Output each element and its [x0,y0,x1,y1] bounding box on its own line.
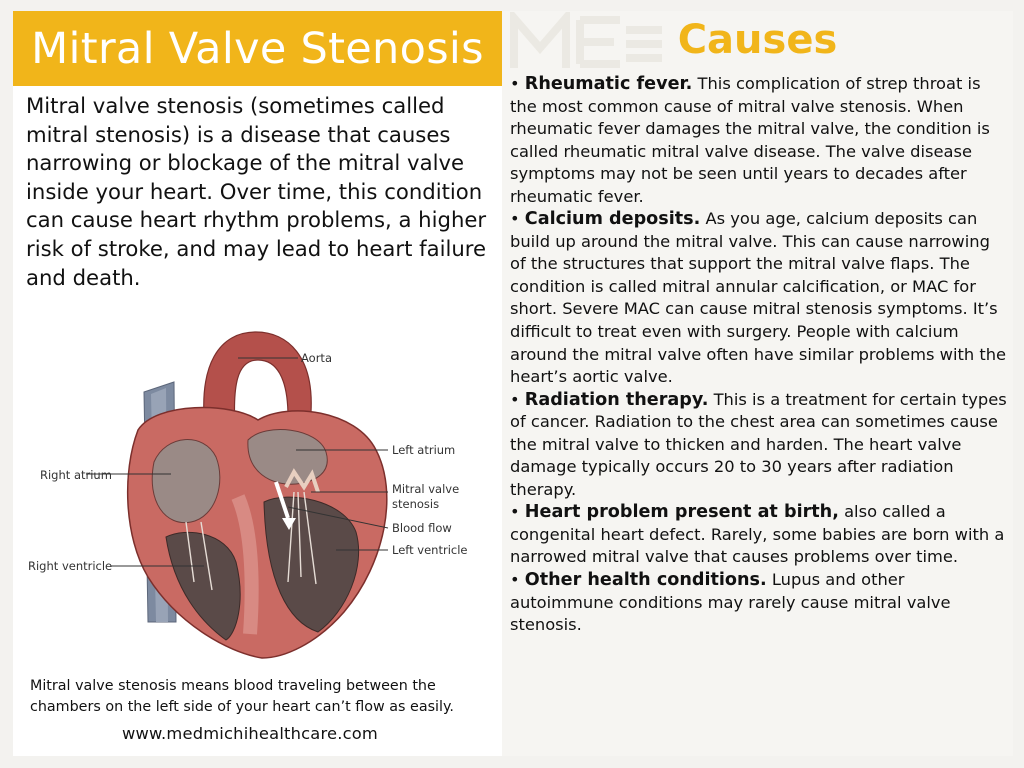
heart-diagram [26,322,486,667]
website-url: www.medmichihealthcare.com [122,724,378,743]
cause-item: • Heart problem present at birth, also called a congenital heart defect. Rarely, some babies are born with a narrowed mitral valve that causes problems over time. [510,502,1005,567]
figure-caption: Mitral valve stenosis means blood traveling between the chambers on the left side of your heart can’t flow as easily. [30,678,454,715]
page-title: Mitral Valve Stenosis [31,23,484,74]
label-mitral-stenosis: stenosis [392,497,440,511]
cause-text: This is a treatment for certain types of cancer. Radiation to the chest area can sometimes cause the mitral valve to thicken and harden. The heart valve damage typically occurs 20 to 30 years after radiation therapy. [510,389,1007,499]
title-banner [13,11,502,86]
label-left-atrium: Left atrium [392,443,456,457]
label-aorta: Aorta [301,351,332,365]
causes-list [510,73,1010,637]
cause-text: This complication of strep throat is the most common cause of mitral valve stenosis. When rheumatic fever damages the mitral valve, the condition is called rheumatic mitral valve disease. The valve disease symptoms may not be seen until years to decades after rheumatic fever. [510,74,990,206]
label-right-ventricle: Right ventricle [28,559,113,573]
right-atrium-cavity [152,440,220,523]
cause-title: Rheumatic fever. [524,74,693,94]
label-blood-flow: Blood flow [392,521,452,535]
label-mitral-valve: Mitral valve [392,482,460,496]
cause-text: also called a congenital heart defect. Rarely, some babies are born with a narrowed mitral valve that causes problems over time. [510,502,1005,567]
causes-heading: Causes [677,17,838,63]
heart-illustration [26,322,486,667]
cause-text: As you age, calcium deposits can build up around the mitral valve. This can cause narrowing of the structures that support the mitral valve flaps. The condition is called mitral annular calcification, or MAC for short. Severe MAC can cause mitral stenosis symptoms. It’s difficult to treat even with surgery. People with calcium around the mitral valve often have similar problems with the heart’s aortic valve. [510,209,1007,387]
cause-item: • Rheumatic fever. This complication of strep throat is the most common cause of mitral valve stenosis. When rheumatic fever damages the mitral valve, the condition is called rheumatic mitral valve disease. The valve disease symptoms may not be seen until years to decades after rheumatic fever. [510,74,990,206]
label-left-ventricle: Left ventricle [392,543,468,557]
cause-item: • Radiation therapy. This is a treatment for certain types of cancer. Radiation to the chest area can sometimes cause the mitral valve to thicken and harden. The heart valve damage typically occurs 20 to 30 years after radiation therapy. [510,389,1007,499]
cause-item: • Calcium deposits. As you age, calcium deposits can build up around the mitral valve. This can cause narrowing of the structures that support the mitral valve flaps. The condition is called mitral annular calcification, or MAC for short. Severe MAC can cause mitral stenosis symptoms. It’s difficult to treat even with surgery. People with calcium around the mitral valve often have similar problems with the heart’s aortic valve. [510,209,1007,387]
cause-title: Calcium deposits. [524,209,701,230]
cause-title: Radiation therapy. [524,389,709,410]
intro-paragraph: Mitral valve stenosis (sometimes called mitral stenosis) is a disease that causes narrowing or blockage of the mitral valve inside your heart. Over time, this condition can cause heart rhythm problems, a higher risk of stroke, and may lead to heart failure and death. [26,93,487,290]
cause-title: Other health conditions. [524,570,767,591]
cause-title: Heart problem present at birth, [524,502,839,523]
cause-item: • Other health conditions. Lupus and other autoimmune conditions may rarely cause mitral valve stenosis. [510,570,951,635]
label-right-atrium: Right atrium [40,468,112,482]
cause-text: Lupus and other autoimmune conditions may rarely cause mitral valve stenosis. [510,570,951,635]
